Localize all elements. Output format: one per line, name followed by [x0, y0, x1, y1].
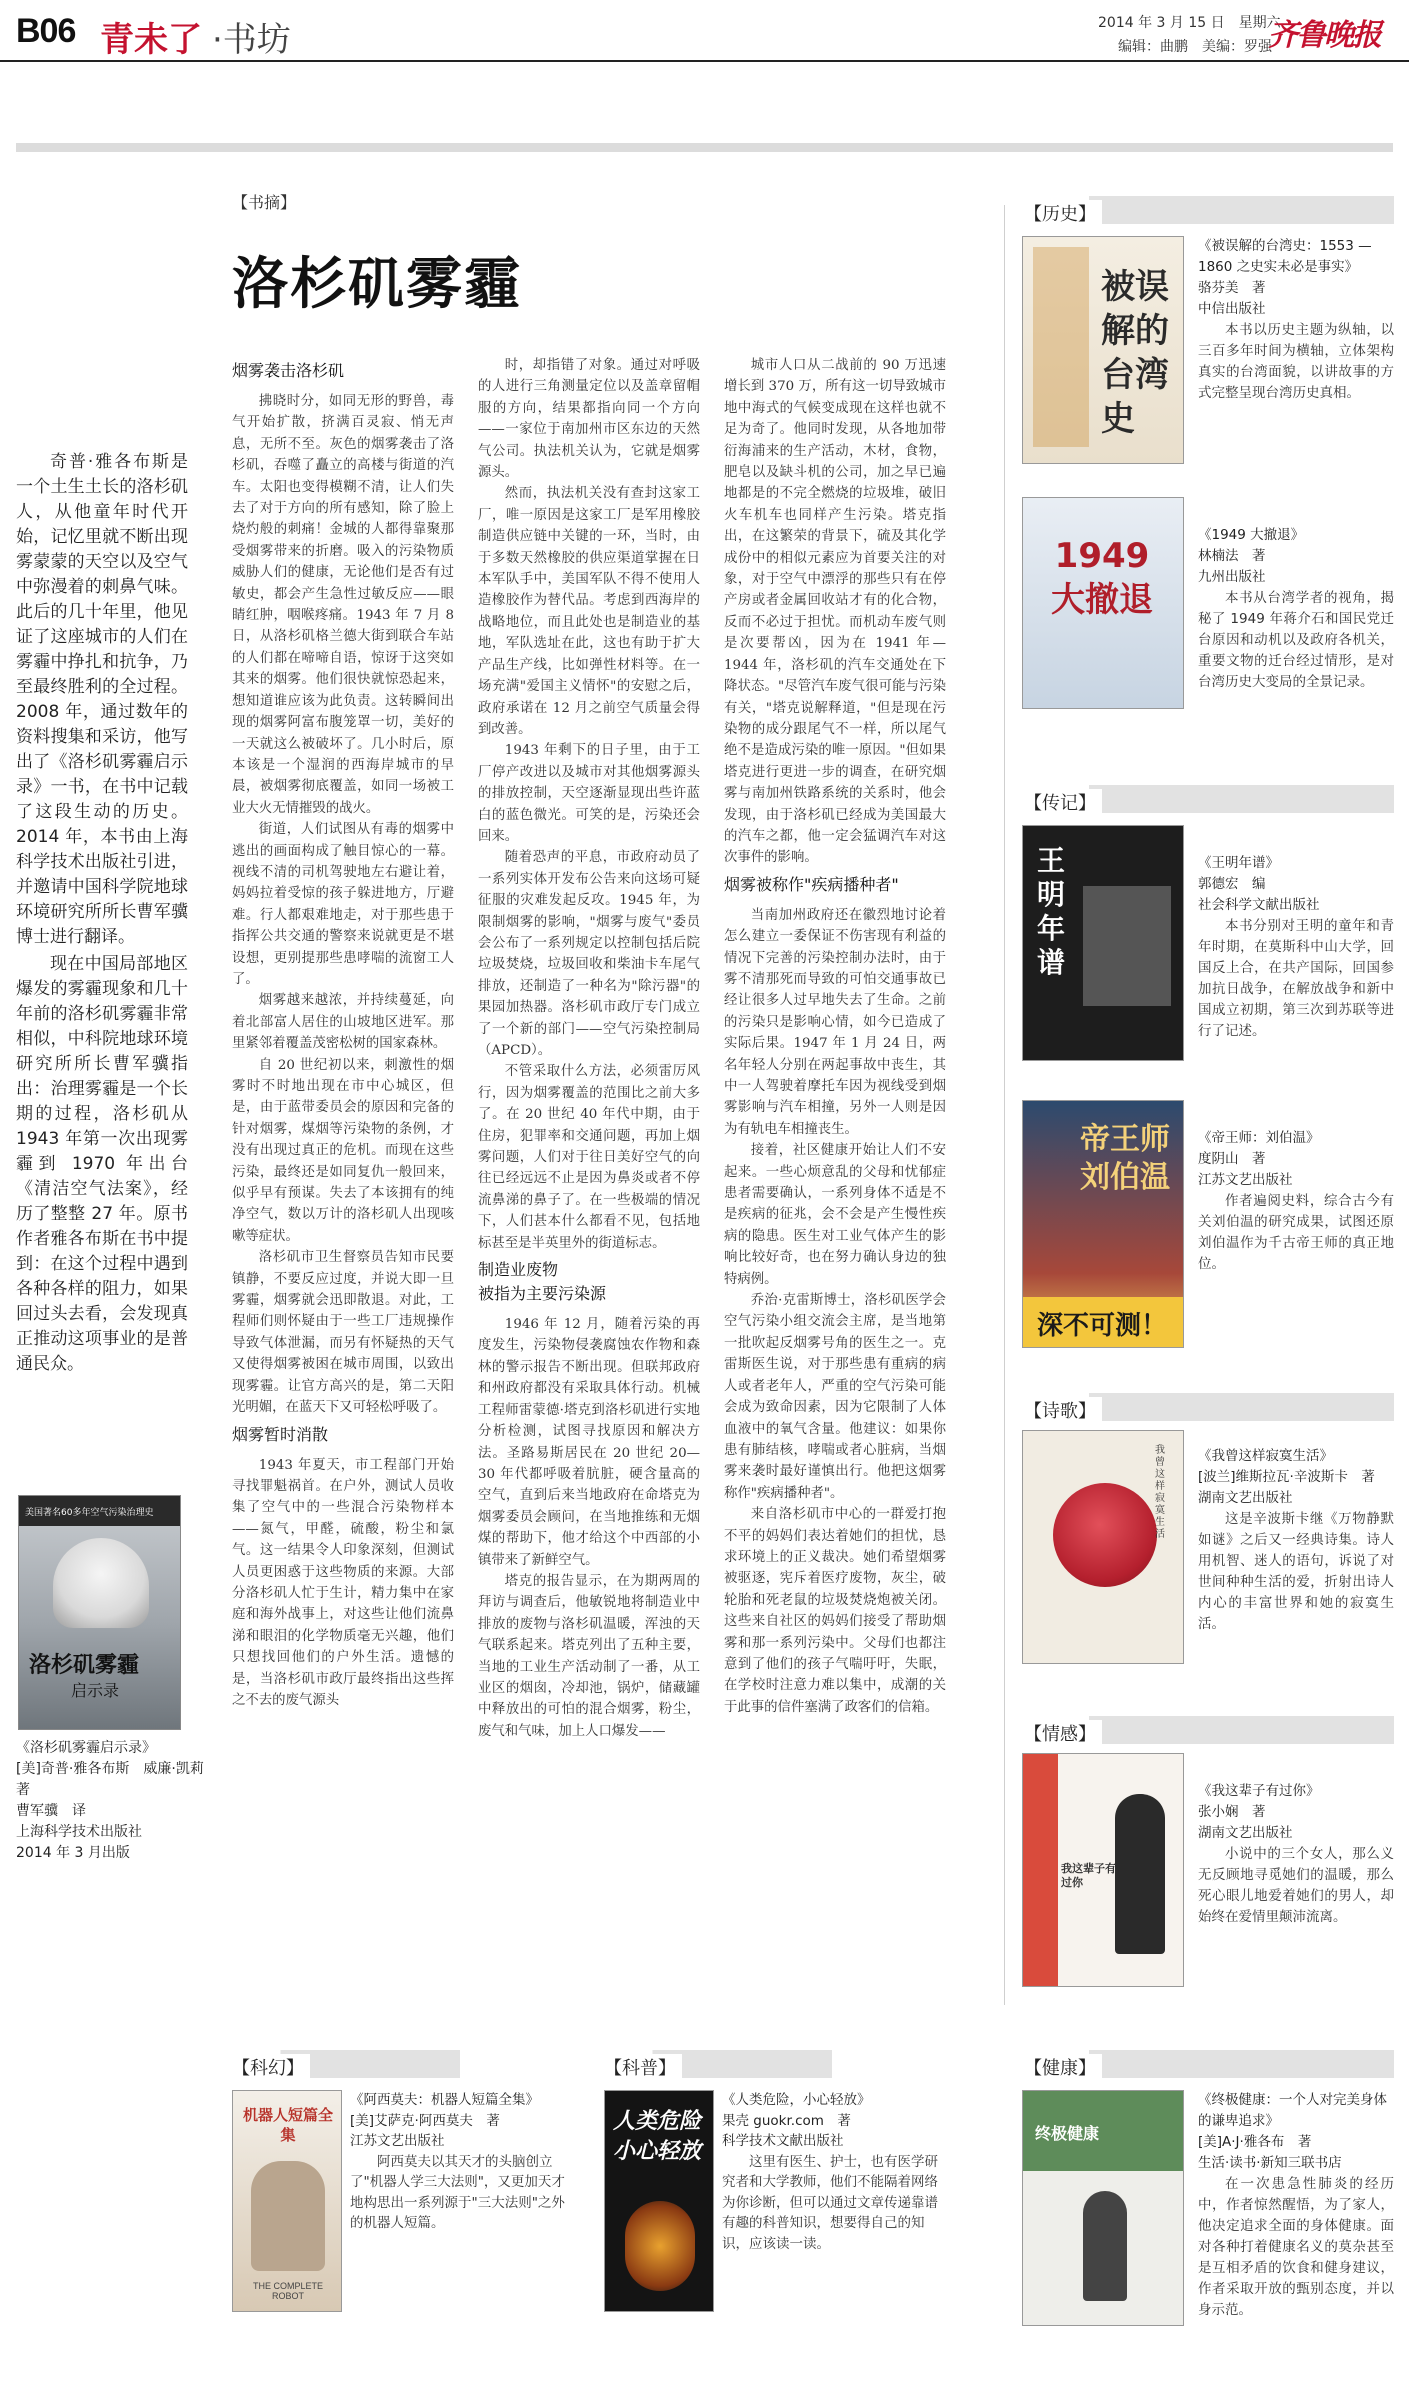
book-text [1198, 525, 1394, 693]
book-date: 2014 年 3 月出版 [16, 1845, 130, 1861]
book-author: 张小娴 著 [1198, 1804, 1266, 1820]
article-paragraph: 城市人口从二战前的 90 万迅速增长到 370 万，所有这一切导致城市地中海式的气候变成现在这样也就不足为奇了。他同时发现，从各地加带衍海浦来的生产活动，木材，食物，肥皂以及缺斗机的公司，加之早已遍地都是的不完全燃烧的垃圾堆，破旧火车机车也同样产生污染。塔克指出，在这繁荣的背景下，硫及其化学成份中的相似元素应为首要关注的对象，对于空气中漂浮的那些只有在停产房或者金属回收站才有的化合物，反而不必过于担忧。而机动车废气则是次要帮凶，因为在 1941 年—1944 年，洛杉矶的汽车交通处在下降状态。"尽管汽车废气很可能与污染有关，"塔克说解释道，"但是现在污染物的成分跟尾气不一样，所以尾气绝不是造成污染的唯一原因。"但如果塔克进行更进一步的调查，在研究烟雾与南加州铁路系统的关系时，他会发现，由于洛杉矶已经成为美国最大的汽车之都，他一定会猛调汽车对这次事件的影响。 [724, 358, 946, 866]
section-name: 青未了 [100, 20, 202, 60]
featured-book-cover [18, 1495, 181, 1730]
category-poetry: 【诗歌】 [1022, 1393, 1394, 1421]
book-title: 《阿西莫夫：机器人短篇全集》 [350, 2092, 539, 2108]
book-description: 这里有医生、护士，也有医学研究者和大学教师，他们不能隔着网络为你诊断，但可以通过文章传递靠谱有趣的科普知识，想要得自己的知识，应该读一读。 [722, 2153, 938, 2252]
book-author: [美]艾萨克·阿西莫夫 著 [350, 2112, 500, 2129]
book-title: 《终极健康：一个人对完美身体的谦卑追求》 [1198, 2092, 1387, 2129]
section-heading: 制造业废物 被指为主要污染源 [478, 1260, 607, 1304]
book-description: 阿西莫夫以其天才的头脑创立了"机器人学三大法则"，又更加天才地构思出一系列源于"三大法则"之外的机器人短篇。 [350, 2153, 565, 2231]
article-paragraph: 时，却指错了对象。通过对呼吸的人进行三角测量定位以及盖章留帽服的方向，结果都指向同一个方向——一家位于南加州市区东边的天然气公司。执法机关认为，它就是烟雾源头。 [478, 358, 700, 481]
cover-subtitle: 启示录 [71, 1681, 120, 1700]
book-publisher: 生活·读书·新知三联书店 [1198, 2155, 1342, 2171]
article-paragraph: 然而，执法机关没有查封这家工厂，唯一原因是这家工厂是军用橡胶制造供应链中关键的一环，当时，由于多数天然橡胶的供应渠道掌握在日本军队手中，美国军队不得不使用人造橡胶作为替代品。考虑到西海岸的战略地位，而且此处也是制造业的基地，军队选址在此，这也有助于扩大产品生产线，比如弹性材料等。在一场充满"爱国主义情怀"的安慰之后，政府承诺在 12 月之前空气质量会得到改善。 [478, 486, 700, 737]
book-publisher: 江苏文艺出版社 [1198, 1172, 1293, 1188]
cover-title: 王明年谱 [1037, 844, 1066, 979]
book-description: 在一次患急性肺炎的经历中，作者惊然醒悟，为了家人，他决定追求全面的身体健康。面对各种打着健康名义的莫杂甚至是互相矛盾的饮食和健身建议，作者采取开放的甄别态度，并以身示范。 [1198, 2176, 1394, 2318]
book-author: [波兰]维斯拉瓦·辛波斯卡 著 [1198, 1469, 1375, 1485]
newspaper-logo: 齐鲁晚报 [1268, 18, 1380, 53]
article-paragraph: 1943 年剩下的日子里，由于工厂停产改进以及城市对其他烟雾源头的排放控制，天空逐渐显现出些许蓝白的蓝色微光。可笑的是，污染还会回来。 [478, 743, 700, 844]
book-cover [1022, 236, 1184, 464]
article-title: 洛杉矶雾霾 [232, 252, 522, 317]
book-cover [1022, 1430, 1184, 1664]
book-cover [1022, 1753, 1184, 1987]
section-subname: ·书坊 [212, 20, 291, 60]
book-author: 郭德宏 编 [1198, 876, 1266, 892]
rose-illustration [1053, 1483, 1157, 1587]
book-text [1198, 1781, 1394, 1928]
cover-title: 被误解的台湾史 [1101, 267, 1169, 439]
book-description: 作者遍阅史料，综合古今有关刘伯温的研究成果，试图还原刘伯温作为千古帝王师的真正地位。 [1198, 1193, 1394, 1272]
page-number: B06 [16, 12, 76, 50]
article-paragraph: 洛杉矶市卫生督察员告知市民要镇静，不要反应过度，并说大即一旦雾霾，烟雾就会迅即散退。对此，工程师们则怀疑由于一些工厂违规操作导致气体泄漏，而另有怀疑热的天气又使得烟雾被困在城市周围，以致出现雾霾。让官方高兴的是，第二天阳光明媚，在蓝天下又可轻松呼吸了。 [232, 1250, 454, 1416]
article-paragraph: 不管采取什么方法，必须雷厉风行，因为烟雾覆盖的范围比之前大多了。在 20 世纪 40 年代中期，由于住房，犯罪率和交通问题，再加上烟雾问题，人们对于往日美好空气的向往已经远远不止是因为鼻炎或者不停流鼻涕的鼻子了。在一些极端的情况下，人们甚本什么都看不见，包括地标甚至是半英里外的街道标志。 [478, 1064, 700, 1251]
article-column-3 [724, 355, 946, 1718]
article-paragraph: 1946 年 12 月，随着污染的再度发生，污染物侵袭腐蚀农作物和森林的警示报告不断出现。但联邦政府和州政府都没有采取具体行动。机械工程师雷蒙德·塔克到洛杉矶进行实地分析检测，试图寻找原因和解决方法。圣路易斯居民在 20 世纪 20—30 年代都呼吸着肮脏，硬含量高的空气，直到后来当地政府在命塔克为烟雾委员会顾问，在当地推练和无烟煤的帮助下，他才给这个中西部的小镇带来了新鲜空气。 [478, 1317, 700, 1568]
book-title: 《王明年谱》 [1198, 855, 1279, 871]
book-title: 《我曾这样寂寞生活》 [1198, 1448, 1333, 1464]
book-text [1198, 1446, 1394, 1635]
book-cover [1022, 825, 1184, 1061]
cover-title: 1949 大撤退 [1051, 536, 1153, 620]
cover-english-title: THE COMPLETE ROBOT [252, 2281, 323, 2301]
cover-title: 人类危险 小心轻放 [613, 2109, 702, 2164]
book-publisher: 科学技术文献出版社 [722, 2133, 844, 2149]
cover-title: 我曾这样寂寞生活 [1155, 1445, 1165, 1540]
book-text [1198, 236, 1394, 404]
editors-credit: 编辑：曲鹏 美编：罗强 [1118, 39, 1272, 55]
person-illustration [1083, 2191, 1127, 2301]
book-title: 《我这辈子有过你》 [1198, 1783, 1320, 1799]
sidebar-book-1 [1022, 236, 1394, 466]
book-translator: 曹军骥 译 [16, 1803, 86, 1819]
book-publisher: 湖南文艺出版社 [1198, 1490, 1293, 1506]
section-heading: 烟雾袭击洛杉矶 [232, 361, 345, 380]
article-paragraph: 接着，社区健康开始让人们不安起来。一些心烦意乱的父母和忧郁症患者需要确认，一系列身体不适是不是疾病的征兆，会不会是产生慢性疾病的隐患。医生对工业气体产生的影响比较好奇，也在努力确认身边的独特病例。 [724, 1143, 946, 1287]
book-text [1198, 1128, 1394, 1275]
book-cover [1022, 497, 1184, 709]
article-paragraph: 随着恐声的平息，市政府动员了一系列实体开发布公告来向这场可疑征服的灾难发起反攻。1945 年，为限制烟雾的影响，"烟雾与废气"委员会公布了一系列规定以控制包括后院垃圾焚烧，垃圾回收和柴油卡车尾气排放，还制造了一种名为"除污器"的果园加热器。洛杉矶市政厅专门成立了一个新的部门——空气污染控制局（APCD）。 [478, 850, 700, 1058]
book-cover [1022, 1100, 1184, 1348]
article-paragraph: 烟雾越来越浓，并持续蔓延，向着北部富人居住的山坡地区进军。那里紧邻着覆盖茂密松树的国家森林。 [232, 993, 454, 1052]
top-band-divider [16, 143, 1393, 152]
category-biography: 【传记】 [1022, 785, 1394, 813]
category-popular-science: 【科普】 [602, 2050, 832, 2078]
article-paragraph: 来自洛杉矶市中心的一群爱打抱不平的妈妈们表达着她们的担忧，恳求环境上的正义裁决。她们希望烟雾被驱逐，宪斥着医疗废物，灰尘，破轮胎和死老鼠的垃圾焚烧炮被关闭。这些来自社区的妈妈们接受了帮助烟雾和那一系列污染中。父母们也都注意到了他们的孩子气喘吁吁，失眠，在学校时注意力难以集中，成潮的关于此事的信件塞满了政客们的信箱。 [724, 1507, 946, 1715]
book-author: 度阴山 著 [1198, 1151, 1266, 1167]
book-title: 《洛杉矶雾霾启示录》 [16, 1740, 156, 1756]
cover-title: 机器人短篇全集 [242, 2106, 333, 2144]
category-scifi: 【科幻】 [230, 2050, 460, 2078]
article-paragraph: 塔克的报告显示，在为期两周的拜访与调查后，他敏锐地将制造业中排放的废物与洛杉矶温暖，浑浊的天气联系起来。塔克列出了五种主要，当地的工业生产活动制了一番，从工业区的烟囱，冷却池，锅炉，储藏罐中释放出的可怕的混合烟雾，粉尘，废气和气味，加上人口爆发—— [478, 1573, 700, 1739]
book-text [350, 2090, 566, 2234]
robot-hand-illustration [251, 2161, 325, 2271]
mask-face-illustration [53, 1538, 149, 1628]
intro-paragraph: 奇普·雅各布斯是一个土生土长的洛杉矶人，从他童年时代开始，记忆里就不断出现雾蒙蒙的天空以及空气中弥漫着的刺鼻气味。此后的几十年里，他见证了这座城市的人们在雾霾中挣扎和抗争，乃至最终胜利的全过程。2008 年，通过数年的资料搜集和采访，他写出了《洛杉矶雾霾启示录》一书，在书中记载了这段生动的历史。2014 年，本书由上海科学技术出版社引进，并邀请中国科学院地球环境研究所所长曹军骥博士进行翻译。 [16, 452, 188, 947]
book-author: 林楠法 著 [1198, 548, 1266, 564]
book-text [1198, 853, 1394, 1042]
article-paragraph: 街道，人们试图从有毒的烟雾中逃出的画面构成了触目惊心的一幕。视线不清的司机驾驶地左右避让着，妈妈拉着受惊的孩子躲进地方，厅避难。行人都艰难地走，对于那些患于指挥公共交通的警察来说就更是不堪设想，更别提那些患哮喘的流窗工人了。 [232, 822, 454, 987]
cover-decoration [1033, 247, 1089, 447]
section-heading: 烟雾被称作"疾病播种者" [724, 874, 899, 894]
book-author: [美]A·J·雅各布 著 [1198, 2134, 1312, 2150]
woman-figure-illustration [1115, 1794, 1165, 1954]
book-publisher: 社会科学文献出版社 [1198, 897, 1320, 913]
sidebar-book-4 [1022, 1100, 1394, 1352]
book-author: 果壳 guokr.com 著 [722, 2112, 851, 2129]
book-title: 《帝王师：刘伯温》 [1198, 1130, 1320, 1146]
article-paragraph: 自 20 世纪初以来，刺激性的烟雾时不时地出现在市中心城区，但是，由于蓝带委员会的原因和完备的针对烟雾，煤烟等污染物的条例，才没有出现过真正的危机。而现在这些污染，最终还是如同复仇一般回来，似乎早有预谋。失去了本该拥有的纯净空气，数以万计的洛杉矶人出现咳嗽等症状。 [232, 1057, 454, 1244]
article-column-2 [478, 355, 700, 1742]
bottom-book-1 [232, 2090, 572, 2315]
book-author: [美]奇普·雅各布斯 威廉·凯莉 著 [16, 1761, 218, 1798]
book-text [722, 2090, 938, 2254]
article-paragraph: 当南加州政府还在徽烈地讨论着怎么建立一委保证不伤害现有利益的情况下完善的污染控制办法时，由于雾不清那死而导致的可怕交通事故已经让很多人过早地失去了生命。之前的污染只是影响心情，如今已造成了实际后果。1947 年 1 月 24 日，两名年轻人分别在两起事故中丧生，其中一人驾驶着摩托车因为视线受到烟雾影响与汽车相撞，另外一人则是因为有轨电车相撞丧生。 [724, 907, 946, 1137]
portrait-photo [1083, 886, 1171, 1006]
column-divider [1004, 205, 1005, 2005]
section-heading: 烟雾暂时消散 [232, 1424, 329, 1444]
book-title: 《1949 大撤退》 [1198, 527, 1305, 543]
bottom-book-3 [1022, 2090, 1394, 2340]
book-description: 本书从台湾学者的视角，揭秘了 1949 年蒋介石和国民党迁台原因和动机以及政府各机关，重要文物的迁台经过情形，是对台湾历史大变局的全景记录。 [1198, 590, 1394, 690]
cover-title: 洛杉矶雾霾 [29, 1653, 140, 1678]
article-column-1 [232, 355, 454, 1711]
cover-title: 我这辈子有过你 [1061, 1862, 1116, 1889]
page-header [0, 0, 1409, 62]
book-cover [1022, 2090, 1184, 2326]
book-publisher: 中信出版社 [1198, 301, 1266, 317]
book-description: 本书以历史主题为纵轴，以三百多年时间为横轴，立体架构真实的台湾面貌，以讲故事的方式完整呈现台湾历史真相。 [1198, 322, 1394, 401]
featured-book-info [16, 1738, 216, 1864]
intro-paragraph: 现在中国局部地区爆发的雾霾现象和几十年前的洛杉矶雾霾非常相似，中科院地球环境研究所所长曹军骥指出：治理雾霾是一个长期的过程，洛杉矶从 1943 年第一次出现雾霾到 1970 年出台《清洁空气法案》，经历了整整 27 年。原书作者雅各布斯在书中提到：在这个过程中遇到各种各样的阻力，如果回过头去看，会发现真正推动这项事业的是普通民众。 [16, 954, 188, 1374]
article-intro [16, 450, 188, 1379]
book-title: 《人类危险，小心轻放》 [722, 2092, 871, 2108]
article-paragraph: 乔治·克雷斯博士，洛杉矶医学会空气污染小组交流会主席，是当地第一批吹起反烟雾号角的医生之一。克雷斯医生说，对于那些患有重病的病人或者老年人，严重的空气污染可能会成为致命因素，因为它限制了人体血液中的氧气含量。他建议：如果你患有肺结核，哮喘或者心脏病，当烟雾来袭时最好谨慎出行。他把这烟雾称作"疾病播种者"。 [724, 1293, 946, 1501]
cover-strip-text: 美国著名60多年空气污染治理史 [19, 1496, 180, 1526]
cover-title: 终极健康 [1035, 2124, 1100, 2143]
sidebar-book-3 [1022, 825, 1394, 1065]
book-publisher: 湖南文艺出版社 [1198, 1825, 1293, 1841]
book-title: 《被误解的台湾史：1553 — 1860 之史实未必是事实》 [1198, 238, 1372, 275]
cover-title: 帝王师 刘伯温 [1080, 1122, 1170, 1195]
book-cover [604, 2090, 714, 2312]
article-paragraph: 1943 年夏天，市工程部门开始寻找罪魁祸首。在户外，测试人员收集了空气中的一些混合污染物样本——氮气，甲醛，硫酸，粉尘和氯气。这一结果令人印象深刻，但测试人员更困惑于这些物质的来源。大部分洛杉矶人忙于生计，精力集中在家庭和海外战事上，对这些让他们流鼻涕和眼泪的化学物质毫无兴趣，他们只想找回他们的户外生活。遗憾的是，当洛杉矶市政厅最终指出这些挥之不去的废气源头 [232, 1457, 454, 1708]
book-publisher: 江苏文艺出版社 [350, 2133, 445, 2149]
book-text [1198, 2090, 1394, 2321]
category-emotion: 【情感】 [1022, 1716, 1394, 1744]
book-publisher: 上海科学技术出版社 [16, 1824, 142, 1840]
book-author: 骆芬美 著 [1198, 280, 1266, 296]
sidebar-book-2 [1022, 497, 1394, 712]
book-description: 小说中的三个女人，那么义无反顾地寻觅她们的温暖，那么死心眼儿地爱着她们的男人，却始终在爱情里颠沛流离。 [1198, 1846, 1394, 1925]
sidebar-book-6 [1022, 1753, 1394, 1989]
book-description: 这是辛波斯卡继《万物静默如谜》之后又一经典诗集。诗人用机智、迷人的语句，诉说了对世间种种生活的爱，折射出诗人内心的丰富世界和她的寂寞生活。 [1198, 1511, 1394, 1632]
orange-illustration [625, 2201, 695, 2291]
article-tag: 【书摘】 [232, 193, 297, 212]
category-health: 【健康】 [1022, 2050, 1394, 2078]
sidebar-book-5 [1022, 1430, 1394, 1666]
issue-date: 2014 年 3 月 15 日 星期六 [1098, 15, 1281, 31]
book-description: 本书分别对王明的童年和青年时期，在莫斯科中山大学，回国反上合，在共产国际，回国参加抗日战争，在解放战争和新中国成立初期，第三次到苏联等进行了记述。 [1198, 918, 1394, 1039]
bottom-book-2 [604, 2090, 944, 2315]
category-history: 【历史】 [1022, 196, 1394, 224]
book-cover [232, 2090, 342, 2312]
article-paragraph: 拂晓时分，如同无形的野兽，毒气开始扩散，挤满百灵寂、悄无声息，无所不至。灰色的烟雾袭击了洛杉矶，吞噬了矗立的高楼与街道的汽车。太阳也变得模糊不清，让人们失去了对于方向的所有感知，除了脸上烧灼般的刺痛！金城的人都得靠聚那受烟雾带来的折磨。吸入的污染物质威胁人们的健康，无论他们是否有过敏史，都会产生急性过敏反应——眼睛红肿，咽喉疼痛。1943 年 7 月 8 日，从洛杉矶格兰德大街到联合车站的人们都在啼啼自语，惊讶于这突如其来的烟雾。他们很快就惊恐起来，想知道谁应该为此负责。这转瞬间出现的烟雾阿富布腹笼罩一切，美好的一天就这么被破坏了。几小时后，原本该是一个湿润的西海岸城市的早晨，被烟雾彻底覆盖，如同一场被工业大火无情摧毁的战火。 [232, 394, 454, 816]
cover-slogan: 深不可测！ [1037, 1311, 1168, 1341]
book-publisher: 九州出版社 [1198, 569, 1266, 585]
